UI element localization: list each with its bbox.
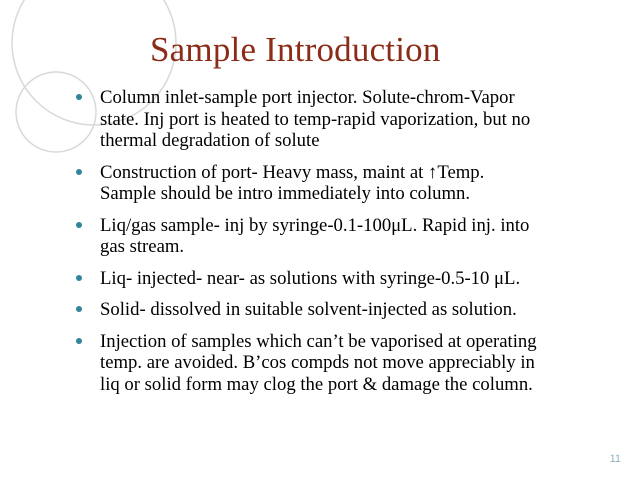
bullet-marker-icon bbox=[76, 275, 82, 281]
bullet-list bbox=[76, 87, 616, 405]
bullet-text-line: Injection of samples which can’t be vaporised at operating bbox=[100, 330, 537, 352]
bullet-text-line: gas stream. bbox=[100, 236, 185, 257]
page-number: 11 bbox=[609, 453, 621, 465]
bullet-item bbox=[76, 331, 616, 396]
bullet-text-line: Construction of port- Heavy mass, maint at ↑Temp. bbox=[100, 161, 485, 183]
bullet-item bbox=[76, 162, 616, 205]
bullet-text-line: Liq- injected- near- as solutions with syringe-0.5-10 μL. bbox=[100, 267, 521, 289]
slide-title: Sample Introduction bbox=[150, 30, 441, 69]
bullet-marker-icon bbox=[76, 306, 82, 312]
bullet-marker-icon bbox=[76, 94, 82, 100]
bullet-item bbox=[76, 268, 616, 290]
bullet-item bbox=[76, 215, 616, 258]
bullet-text-line: Solid- dissolved in suitable solvent-injected as solution. bbox=[100, 299, 517, 320]
bullet-text-line: Liq/gas sample- inj by syringe-0.1-100μL. Rapid inj. into bbox=[100, 214, 530, 236]
bullet-text-line: Sample should be intro immediately into column. bbox=[100, 183, 471, 204]
bullet-text-line: liq or solid form may clog the port & damage the column. bbox=[100, 373, 533, 395]
bullet-item bbox=[76, 87, 616, 152]
bullet-text-line: Column inlet-sample port injector. Solute-chrom-Vapor bbox=[100, 87, 515, 108]
bullet-marker-icon bbox=[76, 169, 82, 175]
bullet-marker-icon bbox=[76, 222, 82, 228]
bullet-text-line: thermal degradation of solute bbox=[100, 130, 320, 151]
bullet-text-line: state. Inj port is heated to temp-rapid vaporization, but no bbox=[100, 108, 531, 130]
bullet-item bbox=[76, 299, 616, 321]
bullet-text-line: temp. are avoided. B’cos compds not move appreciably in bbox=[100, 352, 535, 373]
bullet-marker-icon bbox=[76, 338, 82, 344]
